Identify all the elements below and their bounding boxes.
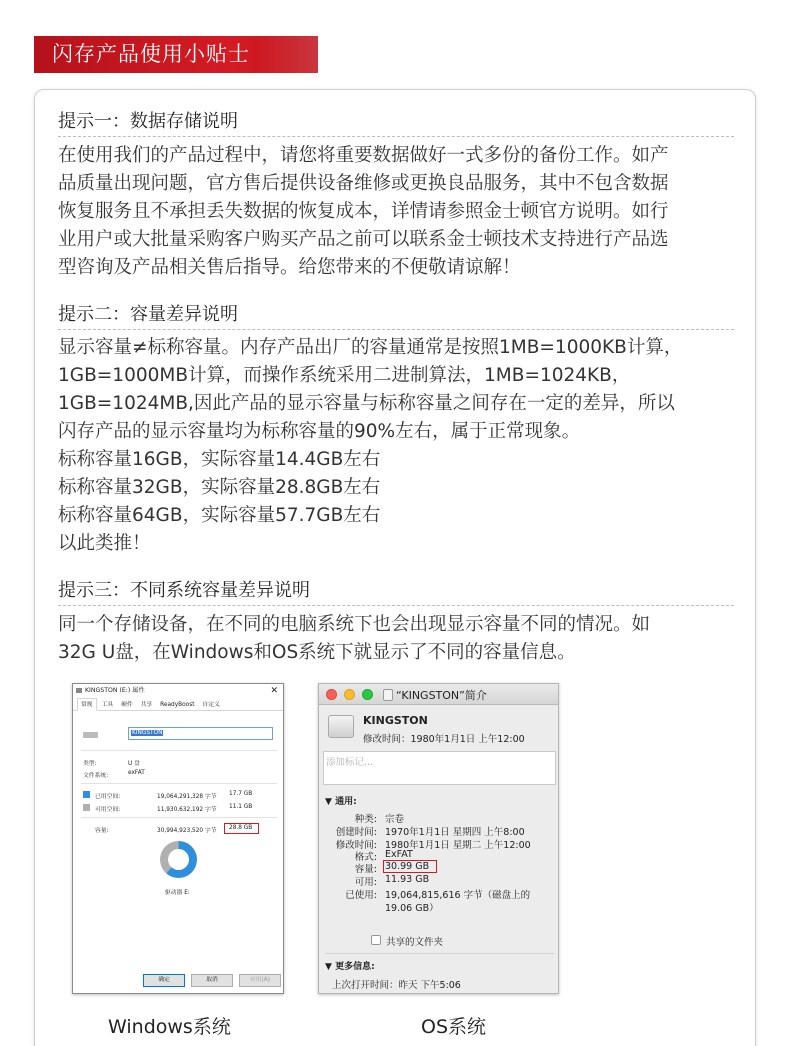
last-opened: 上次打开时间：昨天 下午5:06 [332, 980, 461, 991]
mac-info-dialog [318, 683, 559, 994]
section1-line: 型咨询及产品相关售后指导。给您带来的不便敬请谅解！ [58, 257, 521, 278]
section2-line: 闪存产品的显示容量均为标称容量的90%左右，属于正常现象。 [58, 421, 581, 442]
tab-general[interactable]: 常规 [77, 698, 97, 711]
tab-hardware[interactable]: 硬件 [121, 702, 133, 708]
format-label: 格式: [354, 852, 377, 863]
section3-title: 提示三：不同系统容量差异说明 [58, 580, 310, 601]
section2-line: 标称容量32GB，实际容量28.8GB左右 [58, 477, 381, 498]
section2-line: 显示容量≠标称容量。内存产品出厂的容量通常是按照1MB=1000KB计算， [58, 337, 683, 358]
created-label: 创建时间: [335, 827, 377, 838]
section1-divider [58, 136, 734, 137]
available-label: 可用: [354, 877, 377, 888]
free-label: 可用空间: [95, 807, 121, 813]
tab-sharing[interactable]: 共享 [140, 702, 153, 708]
section2-divider [58, 329, 734, 330]
section1-body [58, 142, 748, 282]
apply-button[interactable]: 应用(A) [239, 974, 281, 987]
free-space-swatch [83, 804, 90, 811]
capacity-gb: 28.8 GB [229, 825, 253, 831]
divider [81, 783, 277, 784]
tags-input[interactable] [323, 751, 556, 785]
usage-donut-chart [160, 841, 197, 878]
fs-value: exFAT [128, 770, 145, 776]
kind-row [319, 811, 559, 823]
used-gb: 17.7 GB [229, 791, 253, 797]
used-value-gb: 19.06 GB） [385, 903, 439, 914]
divider [325, 953, 554, 954]
section3-line: 32G U盘，在Windows和OS系统下就显示了不同的容量信息。 [58, 642, 576, 663]
disk-icon [383, 689, 393, 701]
capacity-value: 30.99 GB [385, 861, 430, 872]
drive-label: 驱动器 E: [165, 890, 190, 896]
close-icon[interactable] [326, 689, 337, 700]
windows-titlebar [73, 684, 283, 698]
capacity-bytes: 30,994,923,520 字节 [157, 828, 217, 834]
divider [81, 817, 277, 818]
free-bytes: 11,930,632,192 字节 [157, 807, 217, 813]
mac-dialog-title: “KINGSTON”简介 [396, 689, 487, 702]
section2-line: 以此类推！ [58, 533, 151, 554]
section1-line: 业用户或大批量采购客户购买产品之前可以联系金士顿技术支持进行产品选 [58, 229, 669, 250]
general-section-toggle[interactable]: ▼ 通用: [325, 797, 357, 807]
tab-readyboost[interactable]: ReadyBoost [160, 702, 195, 708]
format-row [319, 849, 559, 861]
drive-icon [76, 688, 82, 693]
created-value: 1970年1月1日 星期四 上午8:00 [385, 827, 525, 838]
mac-dialog-title-wrap [383, 687, 487, 703]
general-header: 通用: [335, 797, 357, 807]
used-value: 19,064,815,616 字节（磁盘上的 [385, 890, 531, 901]
section3-divider [58, 605, 734, 606]
windows-caption: Windows系统 [108, 1016, 231, 1038]
zoom-icon[interactable] [362, 689, 373, 700]
volume-name: KINGSTON [363, 714, 428, 727]
section1-line: 在使用我们的产品过程中，请您将重要数据做好一式多份的备份工作。如产 [58, 145, 669, 166]
section2-title: 提示二：容量差异说明 [58, 304, 238, 325]
mac-titlebar [319, 684, 558, 705]
used-row [319, 887, 559, 913]
type-label: 类型: [83, 761, 97, 767]
capacity-label: 容量: [95, 828, 109, 834]
modified-row [319, 837, 559, 849]
section2-body [58, 334, 748, 558]
section2-line: 1GB=1000MB计算，而操作系统采用二进制算法，1MB=1024KB， [58, 365, 631, 386]
volume-name-value: KINGSTON [132, 730, 163, 736]
tab-customize[interactable]: 自定义 [202, 702, 220, 708]
page-banner [34, 36, 318, 73]
cancel-button[interactable]: 取消 [191, 974, 233, 987]
tab-tools[interactable]: 工具 [101, 702, 114, 708]
os-caption: OS系统 [421, 1016, 487, 1038]
section1-line: 品质量出现问题，官方售后提供设备维修或更换良品服务，其中不包含数据 [58, 173, 669, 194]
windows-tabs [73, 698, 283, 711]
windows-dialog-title: KINGSTON (E:) 属性 [85, 687, 145, 694]
capacity-label: 容量: [354, 864, 377, 875]
section3-body [58, 611, 748, 667]
type-value: U 盘 [128, 761, 140, 767]
modified-value: 1980年1月1日 星期二 上午12:00 [385, 840, 531, 851]
kind-label: 种类: [354, 814, 377, 825]
available-row [319, 874, 559, 886]
banner-title: 闪存产品使用小贴士 [52, 42, 250, 66]
section2-line: 标称容量64GB，实际容量57.7GB左右 [58, 505, 381, 526]
section1-line: 恢复服务且不承担丢失数据的恢复成本，详情请参照金士顿官方说明。如行 [58, 201, 669, 222]
created-row [319, 824, 559, 836]
modified-label: 修改时间: [335, 840, 377, 851]
available-value: 11.93 GB [385, 874, 430, 885]
minimize-icon[interactable] [344, 689, 355, 700]
section2-line: 标称容量16GB，实际容量14.4GB左右 [58, 449, 381, 470]
volume-name-input[interactable] [128, 727, 273, 740]
used-bytes: 19,064,291,328 字节 [157, 794, 217, 800]
tags-placeholder: 添加标记... [326, 757, 374, 768]
windows-properties-dialog [72, 683, 284, 994]
used-label: 已使用: [345, 890, 377, 901]
more-info-header: 更多信息: [335, 962, 375, 972]
shared-folder-label: 共享的文件夹 [386, 937, 444, 948]
ok-button[interactable]: 确定 [143, 974, 185, 987]
volume-icon [328, 715, 354, 738]
section2-line: 1GB=1024MB,因此产品的显示容量与标称容量之间存在一定的差异，所以 [58, 393, 675, 414]
fs-label: 文件系统: [83, 773, 109, 779]
capacity-row [319, 861, 559, 873]
free-gb: 11.1 GB [229, 804, 253, 810]
used-space-swatch [83, 791, 90, 798]
section1-title: 提示一：数据存储说明 [58, 111, 238, 132]
shared-folder-checkbox[interactable] [371, 935, 381, 945]
format-value: ExFAT [385, 849, 413, 860]
modified-summary: 修改时间：1980年1月1日 上午12:00 [363, 734, 525, 745]
used-label: 已用空间: [95, 794, 121, 800]
close-icon[interactable]: ✕ [270, 686, 278, 696]
usb-drive-icon [83, 732, 98, 738]
section3-line: 同一个存储设备，在不同的电脑系统下也会出现显示容量不同的情况。如 [58, 614, 651, 635]
divider [81, 750, 277, 751]
kind-value: 宗卷 [385, 814, 405, 825]
more-info-toggle[interactable]: ▼ 更多信息: [325, 962, 375, 972]
